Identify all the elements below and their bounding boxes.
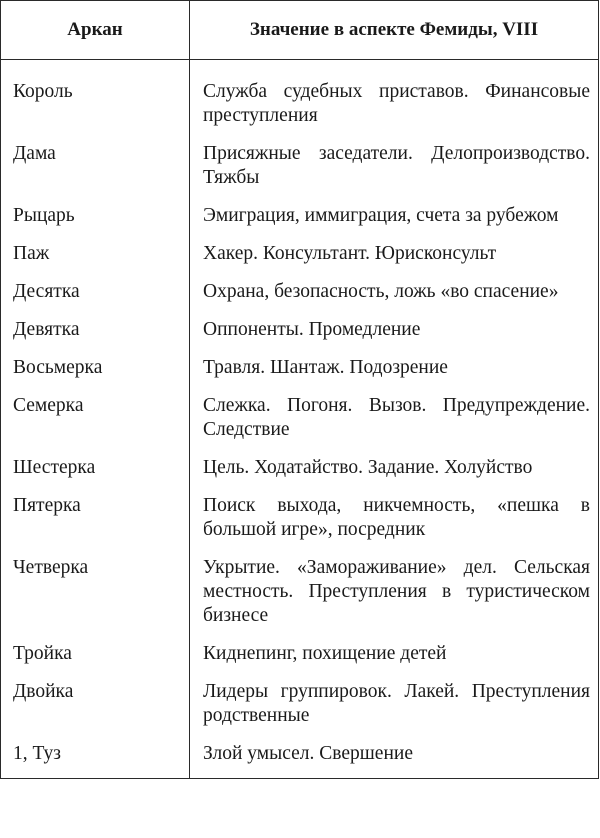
meaning-cell: Цель. Ходатайство. Задание. Холуйство (203, 457, 533, 478)
table-row (1, 735, 599, 779)
arcan-cell: Пятерка (1, 487, 190, 549)
table-row (1, 60, 599, 136)
meaning-cell: Служба судебных приставов. Финансовые преступления (203, 81, 590, 126)
meaning-cell: Эмиграция, иммиграция, счета за рубежом (203, 205, 559, 226)
header-arcan: Аркан (1, 1, 190, 60)
arcan-cell: Десятка (1, 273, 190, 311)
meaning-cell: Присяжные заседатели. Делопроизводство. Тяжбы (203, 143, 590, 188)
table-row (1, 387, 599, 449)
arcan-cell: Четверка (1, 549, 190, 635)
arcan-cell: Король (1, 60, 190, 136)
header-meaning: Значение в аспекте Фемиды, VIII (190, 1, 599, 60)
table-row (1, 235, 599, 273)
table-row (1, 449, 599, 487)
meaning-cell: Слежка. Погоня. Вызов. Предупреждение. Следствие (203, 395, 590, 440)
arcan-cell: 1, Туз (1, 735, 190, 779)
arcan-cell: Семерка (1, 387, 190, 449)
meaning-cell: Травля. Шантаж. Подозрение (203, 357, 448, 378)
arcan-cell: Шестерка (1, 449, 190, 487)
meaning-cell: Киднепинг, похищение детей (203, 643, 447, 664)
meaning-cell: Злой умысел. Свершение (203, 743, 413, 764)
table-body (1, 60, 599, 779)
meaning-cell: Поиск выхода, никчемность, «пешка в большой игре», посредник (203, 495, 590, 540)
table-row (1, 311, 599, 349)
meaning-cell: Оппоненты. Промедление (203, 319, 421, 340)
meaning-cell: Лидеры группировок. Лакей. Преступления родственные (203, 681, 590, 726)
meaning-cell: Хакер. Консультант. Юрисконсульт (203, 243, 497, 264)
meaning-cell: Укрытие. «Замораживание» дел. Сельская местность. Преступления в туристическом бизнесе (203, 557, 590, 626)
table-row (1, 549, 599, 635)
table-row (1, 487, 599, 549)
table-row (1, 673, 599, 735)
table-row (1, 273, 599, 311)
table-row (1, 635, 599, 673)
meaning-cell: Охрана, безопасность, ложь «во спасение» (203, 281, 559, 302)
arcan-cell: Рыцарь (1, 197, 190, 235)
arcan-cell: Девятка (1, 311, 190, 349)
arcan-cell: Двойка (1, 673, 190, 735)
arcan-cell: Паж (1, 235, 190, 273)
table-row (1, 349, 599, 387)
arcan-cell: Тройка (1, 635, 190, 673)
arcan-cell: Дама (1, 135, 190, 197)
header-row (1, 1, 599, 60)
table-header (1, 1, 599, 60)
table-row (1, 197, 599, 235)
arcan-cell: Восьмерка (1, 349, 190, 387)
table-row (1, 135, 599, 197)
